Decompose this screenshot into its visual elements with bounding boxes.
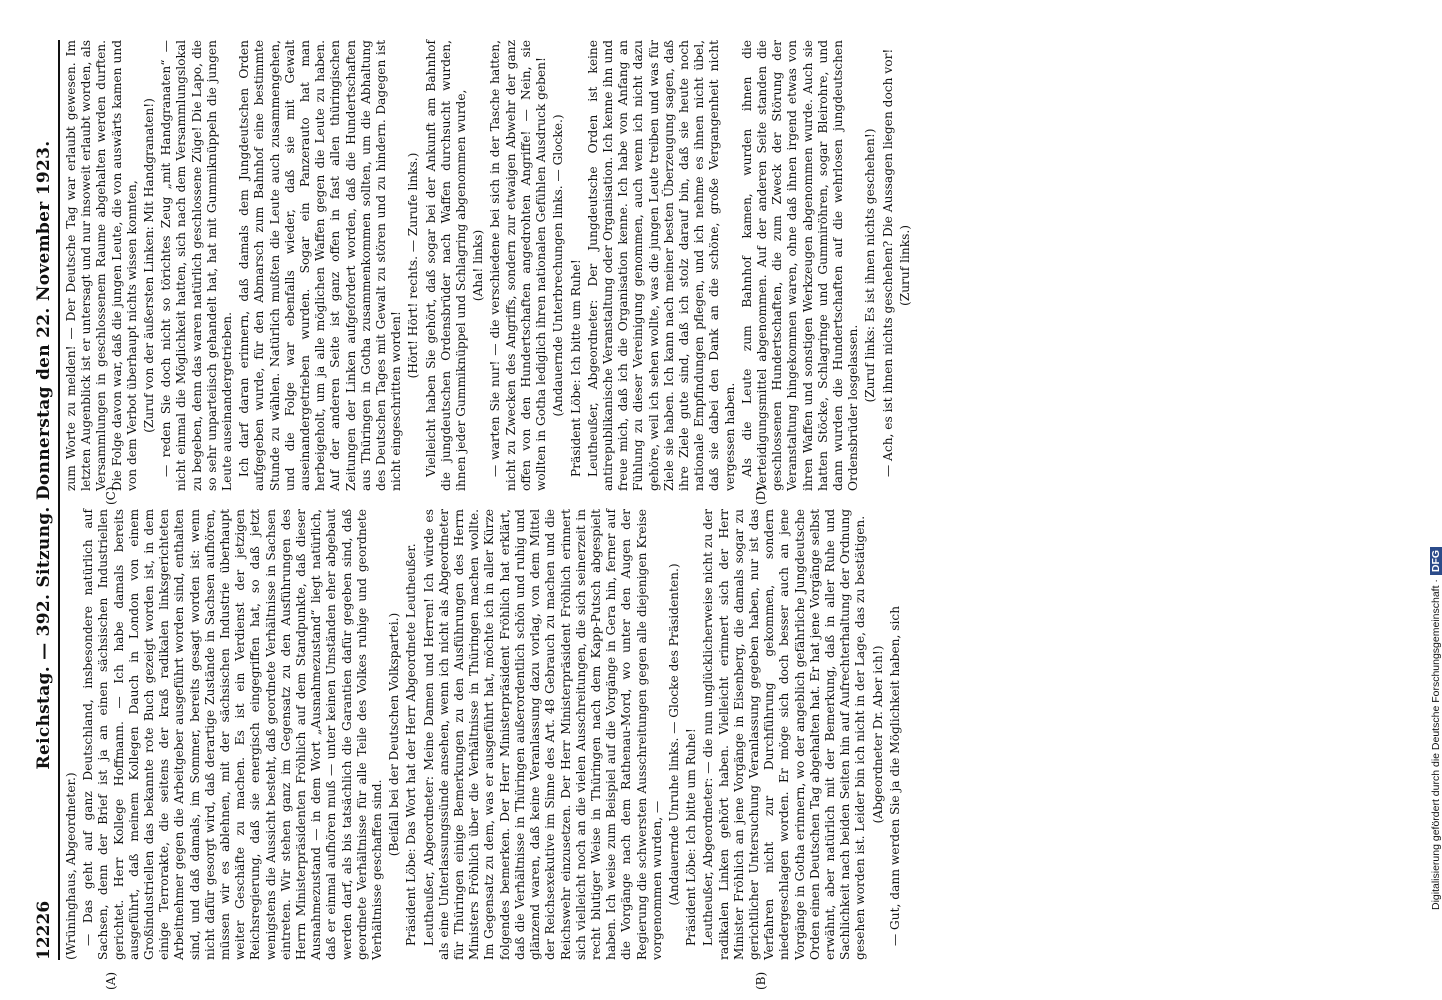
paragraph: (Wrüninghaus, Abgeordneter.) xyxy=(64,772,78,960)
dfg-side-note xyxy=(1408,0,1442,1000)
paragraph: Als die Leute zum Bahnhof kamen, wurden ihnen die Verteidigungsmittel abgenommen. Auf der anderen Seite standen die geschlossenen Hundertschaften, die zum Zweck der Störung der Veranstaltung hingekommen waren, ohne daß ihnen irgend etwas von ihren Waffen und sonstigen Werkzeugen abgenommen wurde. Auch sie hatten Stöcke, Schlagringe und Gummiröhren, sogar Bleirohre, und dann wurden die Hundertschaften auf die wehrlosen jungdeutschen Ordensbrüder losgelassen. xyxy=(739,40,861,491)
interjection: (Zuruf links.) xyxy=(897,224,912,307)
paragraph: — warten Sie nur! — die verschiedene bei sich in der Tasche hatten, nicht zu Zwecken des Angriffs, sondern zur etwaigen Abwehr der ganz offen von den Hundertschaften angedrohten Angriffe! — Nein, sie wollten in Gotha lediglich ihren nationalen Gefühlen Ausdruck geben! xyxy=(488,40,549,491)
interjection: (Beifall bei der Deutschen Volkspartei.) xyxy=(387,612,402,857)
paragraph: Präsident Löbe: Das Wort hat der Herr Abgeordnete Leutheußer. xyxy=(404,543,419,946)
paragraph: Präsident Löbe: Ich bitte um Ruhe! xyxy=(684,728,699,946)
left-column xyxy=(64,509,1354,960)
note-text: Digitalisierung gefördert durch die Deutsche Forschungsgemeinschaft · xyxy=(1430,579,1442,910)
interjection: (Andauernde Unterbrechungen links. — Glocke.) xyxy=(551,114,566,417)
paragraph: Leutheußer, Abgeordneter: — die nun unglücklicherweise nicht zu der radikalen Linken gehört haben. Vielleicht erinnert sich der Herr Minister Fröhlich an jene Vorgänge in Eisenberg, die damals sogar zu gerichtlicher Untersuchung Veranlassung gegeben haben, nur ist das Verfahren nicht zur Durchführung gekommen, sondern niedergeschlagen worden. Er möge sich doch besser auch an jene Vorgänge in Gotha erinnern, wo der angeblich gefährliche Jungdeutsche Orden einen Deutschen Tag abgehalten hat. Er hat jene Vorgänge selbst erwähnt, aber natürlich mit der Bemerkung, daß in aller Ruhe und Sachlichkeit nach beiden Seiten hin auf Aufrechterhaltung der Ordnung gesehen worden ist. Leider bin ich nicht in der Lage, das zu bestätigen. xyxy=(701,509,868,960)
paragraph: Vielleicht haben Sie gehört, daß sogar bei der Ankunft am Bahnhof die jungdeutschen Ordensbrüder nach Waffen durchsucht wurden, ihnen jeder Gummiknüppel und Schlagring abgenommen wurde, xyxy=(423,40,469,491)
paragraph: Ich darf daran erinnern, daß damals dem Jungdeutschen Orden aufgegeben wurde, für den Abmarsch zum Bahnhof eine bestimmte Stunde zu wählen. Natürlich mußten die Leute auch zusammengehen, und die Folge war ebenfalls wieder, daß sie mit Gewalt auseinandergetrieben wurden. Sogar ein Panzerauto hat man herbeigeholt, um ja alle möglichen Waffen gegen die Leute zu haben. Auf der anderen Seite ist ganz offen in fast allen thüringischen Zeitungen der Linken aufgefordert worden, daß die Hundertschaften aus Thüringen in Gotha zusammenkommen sollten, um die Abhaltung des Deutschen Tages mit Gewalt zu stören und zu hindern. Dagegen ist nicht eingeschritten worden! xyxy=(237,40,404,491)
interjection: (Hört! Hört! rechts. — Zurufe links.) xyxy=(406,152,421,379)
right-column xyxy=(64,40,1354,491)
paragraph: — Ach, es ist ihnen nichts geschehen? Die Aussagen liegen doch vor! xyxy=(880,48,895,477)
text-columns xyxy=(64,40,1354,990)
margin-letter-d: (D) xyxy=(754,486,768,505)
margin-letter-b: (B) xyxy=(754,971,768,990)
paragraph: — reden Sie doch nicht so törichtes Zeug „mit Handgranaten“ — nicht einmal die Möglichkeit hatten, sich nach dem Versammlungslokal zu begeben, denn das waren natürlich geschlossene Züge! Die Lapo, die so sehr unparteiisch gehandelt hat, hat mit Gummiknüppeln die jungen Leute auseinandergetrieben. xyxy=(159,40,235,491)
dfg-logo-badge: DFG xyxy=(1430,547,1442,575)
paragraph: Leutheußer, Abgeordneter: Meine Damen und Herren! Ich würde es als eine Unterlassungssünde ansehen, wenn ich nicht als Abgeordneter für Thüringen einige Bemerkungen zu den Ausführungen des Herrn Ministers Fröhlich über die Verhältnisse in Thüringen machen wollte. Im Gegensatz zu dem, was er ausgeführt hat, möchte ich in aller Kürze folgendes bemerken. Der Herr Ministerpräsident Fröhlich hat erklärt, daß die Verhältnisse in Thüringen außerordentlich schön und ruhig und glänzend waren, daß keine Veranlassung dazu vorlag, von dem Mittel der Reichsexekutive im Sinne des Art. 48 Gebrauch zu machen und die Reichswehr einzusetzen. Der Herr Ministerpräsident Fröhlich erinnert sich vielleicht noch an die vielen Ausschreitungen, die sich seinerzeit in recht blutiger Weise in Thüringen nach dem Kapp-Putsch abgespielt haben. Ich weise zum Beispiel auf die Vorgänge in Gera hin, ferner auf die Vorgänge nach dem Rathenau-Mord, wo unter den Augen der Regierung die schwersten Ausschreitungen gegen alle diejenigen Kreise vorgenommen wurden, — xyxy=(421,509,664,960)
interjection: (Andauernde Unruhe links. — Glocke des Präsidenten.) xyxy=(666,563,681,906)
margin-letter-a: (A) xyxy=(104,971,118,990)
interjection: (Abgeordneter Dr. Aber ich!) xyxy=(870,645,885,824)
dfg-note-text xyxy=(1430,0,1442,1000)
interjection: (Zuruf von der äußersten Linken: Mit Handgranaten!) xyxy=(142,98,157,433)
margin-letter-c: (C) xyxy=(104,486,118,505)
page-number: 12226 xyxy=(34,900,54,960)
paragraph: Leutheußer, Abgeordneter: Der Jungdeutsche Orden ist keine antirepublikanische Veranstaltung oder Organisation. Ich kenne ihn und freue mich, daß ich die Organisation kenne. Ich habe von Anfang an Fühlung zu dieser Vereinigung genommen, auch wenn ich nicht dazu gehöre, weil ich sehen wollte, was die jungen Leute treiben und was für Ziele sie haben. Ich kann nach meiner besten Überzeugung sagen, daß ihre Ziele gute sind, daß ich stolz darauf bin, daß sie heute noch nationale Empfindungen pflegen, und ich nehme es ihnen nicht übel, daß sie dabei den Dank an die schöne, große Vergangenheit nicht vergessen haben. xyxy=(585,40,737,491)
interjection: (Zuruf links: Es ist ihnen nichts geschehen!) xyxy=(863,128,878,403)
page-header xyxy=(34,40,54,960)
interjection: (Aha! links) xyxy=(471,229,486,302)
header-rule xyxy=(58,40,60,960)
running-title: Reichstag. — 392. Sitzung. Donnerstag den 22. November 1923. xyxy=(34,140,54,770)
paragraph: Präsident Löbe: Ich bitte um Ruhe! xyxy=(568,259,583,477)
paragraph: — Das geht auf ganz Deutschland, insbesondere natürlich auf Sachsen, denn der Brief ist ja an einen sächsischen Industriellen gerichtet. Herr Kollege Hoffmann. — Ich habe damals bereits ausgeführt, daß meinem Kollegen Dauch in London von einem Großindustriellen das bekannte rote Buch gezeigt worden ist, in dem einige Terrorakte, die seitens der kraß radikalen linksgerichteten Arbeitnehmer gegen die Arbeitgeber ausgeführt worden sind, enthalten sind, und daß damals, im Sommer, bereits gesagt worden ist: wenn nicht dafür gesorgt wird, daß derartige Zustände in Sachsen aufhören, müssen wir es ablehnen, mit der sächsischen Industrie überhaupt weiter Geschäfte zu machen. Es ist ein Verdienst der jetzigen Reichsregierung, daß sie energisch eingegriffen hat, so daß jetzt wenigstens die Aussicht besteht, daß geordnete Verhältnisse in Sachsen eintreten. Wir stehen ganz im Gegensatz zu den Ausführungen des Herrn Ministerpräsidenten Fröhlich auf dem Standpunkte, daß dieser Ausnahmezustand — in dem Wort „Ausnahmezustand“ liegt natürlich, daß er einmal aufhören muß — unter keinen Umständen eher abgebaut werden darf, als bis tatsächlich die Garantien dafür gegeben sind, daß geordnete Verhältnisse für alle Teile des Volkes ruhige und geordnete Verhältnisse geschaffen sind. xyxy=(81,509,385,960)
paragraph: zum Worte zu melden! — Der Deutsche Tag war erlaubt gewesen. Im letzten Augenblick ist er untersagt und nur insoweit erlaubt worden, als Versammlungen in geschlossenem Raume abgehalten werden durften. Die Folge davon war, daß die jungen Leute, die von auswärts kamen und von dem Verbot überhaupt nichts wissen konnten, xyxy=(64,40,139,491)
paragraph: — Gut, dann werden Sie ja die Möglichkeit haben, sich xyxy=(887,605,902,946)
